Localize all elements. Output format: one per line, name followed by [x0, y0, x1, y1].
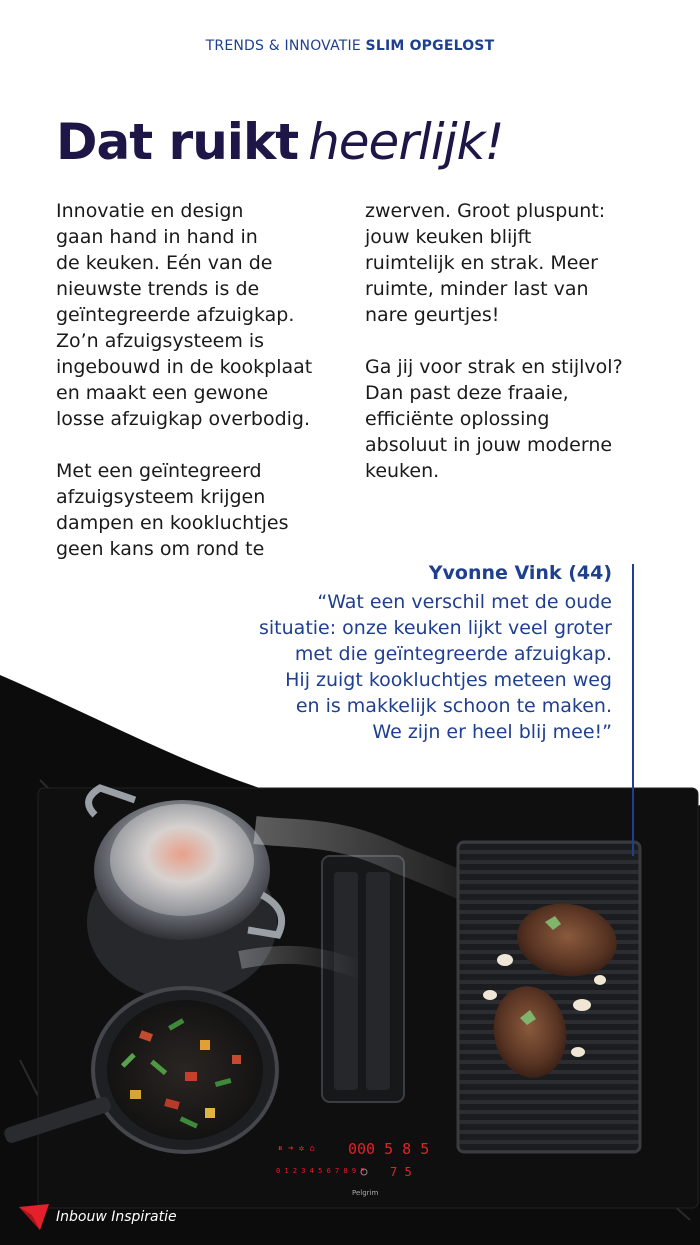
title-italic: heerlijk!	[308, 113, 504, 171]
section-label: TRENDS & INNOVATIE	[205, 38, 361, 54]
hob-photo	[0, 660, 700, 1245]
footer-brand	[18, 1203, 177, 1231]
svg-text:0 1 2 3 4 5 6 7 8 9 P: 0 1 2 3 4 5 6 7 8 9 P	[276, 1167, 365, 1175]
hob-brand: Pelgrim	[352, 1189, 379, 1197]
paragraph: Ga jij voor strak en stijlvol? Dan past deze fraaie, efficiënte oplossing absoluut in jouw moderne keuken.	[365, 356, 623, 482]
hob-display: 000 5 8 5	[348, 1140, 430, 1158]
quote-text: “Wat een verschil met de oude situatie: onze keuken lijkt veel groter met die geïntegreerde afzuigkap. Hij zuigt kookluchtjes meteen weg en is makkelijk schoon te maken. We zijn er heel blij mee!”	[259, 591, 612, 743]
quote-divider	[632, 564, 634, 856]
inbouw-logo-icon	[18, 1203, 50, 1231]
hob-display-secondary: 7 5	[390, 1165, 412, 1179]
article-column-2	[365, 198, 665, 484]
paragraph: Met een geïntegreerd afzuigsysteem krijgen dampen en kookluchtjes geen kans om rond te	[56, 460, 289, 560]
paragraph: Innovatie en design gaan hand in hand in de keuken. Eén van de nieuwste trends is de geïntegreerde afzuigkap. Zo’n afzuigsysteem is ingebouwd in de kookplaat en maakt een gewone losse afzuigkap overbodig.	[56, 200, 313, 430]
article-column-1	[56, 198, 346, 562]
title-bold: Dat ruikt	[56, 113, 299, 171]
page-title	[56, 112, 504, 172]
footer-label: Inbouw Inspiratie	[56, 1209, 177, 1225]
quote-author: Yvonne Vink (44)	[428, 562, 612, 584]
paragraph: zwerven. Groot pluspunt: jouw keuken blijft ruimtelijk en strak. Meer ruimte, minder last van nare geurtjes!	[365, 200, 606, 326]
section-kicker	[0, 38, 700, 54]
svg-text:⏸ ➜ ✲ ⌂: ⏸ ➜ ✲ ⌂	[278, 1144, 316, 1154]
section-label-bold: SLIM OPGELOST	[365, 38, 495, 54]
